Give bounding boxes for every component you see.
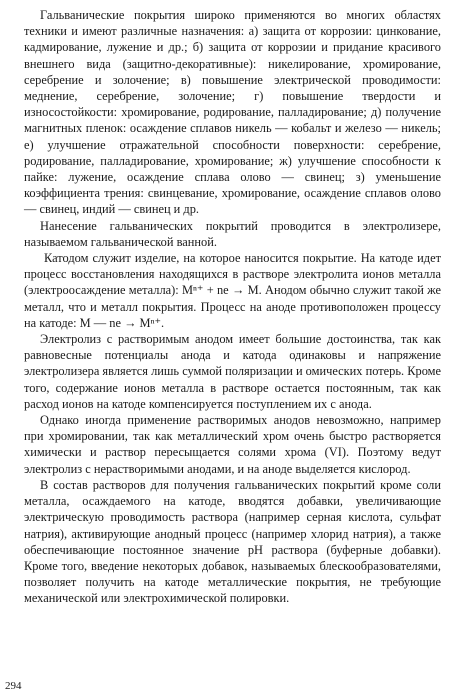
paragraph-coating-purposes: Гальванические покрытия широко применяются во многих областях техники и имеют различные назначения: а) защита от коррозии: цинкование, кадмирование, лужение и др.; б) защита от коррозии и придание красивого внешнего вида (защитно-декоративные): никелирование, хромирование, серебрение и золочение; в) повышение электрической проводимости: меднение, серебрение, золочение; г) повышение твердости и износостойкости: хромирование, родирование, палладирование; д) получение магнитных пленок: осаждение сплавов никель — кобальт и железо — никель; е) улучшение отражательной способности поверхности: серебрение, родирование, палладирование, хромирование; ж) улучшение способности к пайке: лужение, осаждение сплава олово — свинец; з) уменьшение коэффициента трения: свинцевание, хромирование, осаждение сплавов олово — свинец, индий — свинец и др. [24,8,441,217]
paragraph-insoluble-anode: Однако иногда применение растворимых анодов невозможно, например при хромировании, так как металлический хром очень быстро растворяется химически и раствор пересыщается солями хрома (VI). Поэтому ведут электролиз с нерастворимыми анодами, и на аноде выделяется кислород. [24,413,441,476]
page-number: 294 [5,680,22,692]
paragraph-solution-additives: В состав растворов для получения гальванических покрытий кроме соли металла, осаждаемого на катоде, вводятся добавки, увеличивающие электрическую проводимость раствора (например серная кислота, сульфат натрия), активирующие анодный процесс (например хлорид натрия), а также обеспечивающие постоянное значение pH раствора (буферные добавки). Кроме того, введение некоторых добавок, называемых блескообразователями, позволяет получить на катоде металлические покрытия, не требующие механической или электрохимической полировки. [24,477,441,606]
paragraph-electrolyzer: Нанесение гальванических покрытий проводится в электролизере, называемом гальванической ванной. [24,218,441,249]
paragraph-soluble-anode: Электролиз с растворимым анодом имеет большие достоинства, так как равновесные потенциалы анода и катода одинаковы и напряжение электролизера является лишь суммой поляризации и омических потерь. Кроме того, содержание ионов металла в растворе остается постоянным, так как расход ионов на катоде компенсируется поступлением их с анода. [24,332,441,411]
paragraph-cathode-process: Катодом служит изделие, на которое наносится покрытие. На катоде идет процесс восстановления находящихся в растворе электролита ионов металла (электроосаждение металла): Mⁿ⁺ + ne → M. Анодом обычно служит такой же металл, что и металл покрытия. Процесс на аноде противоположен процессу на катоде: M — ne → Mⁿ⁺. [24,251,441,330]
